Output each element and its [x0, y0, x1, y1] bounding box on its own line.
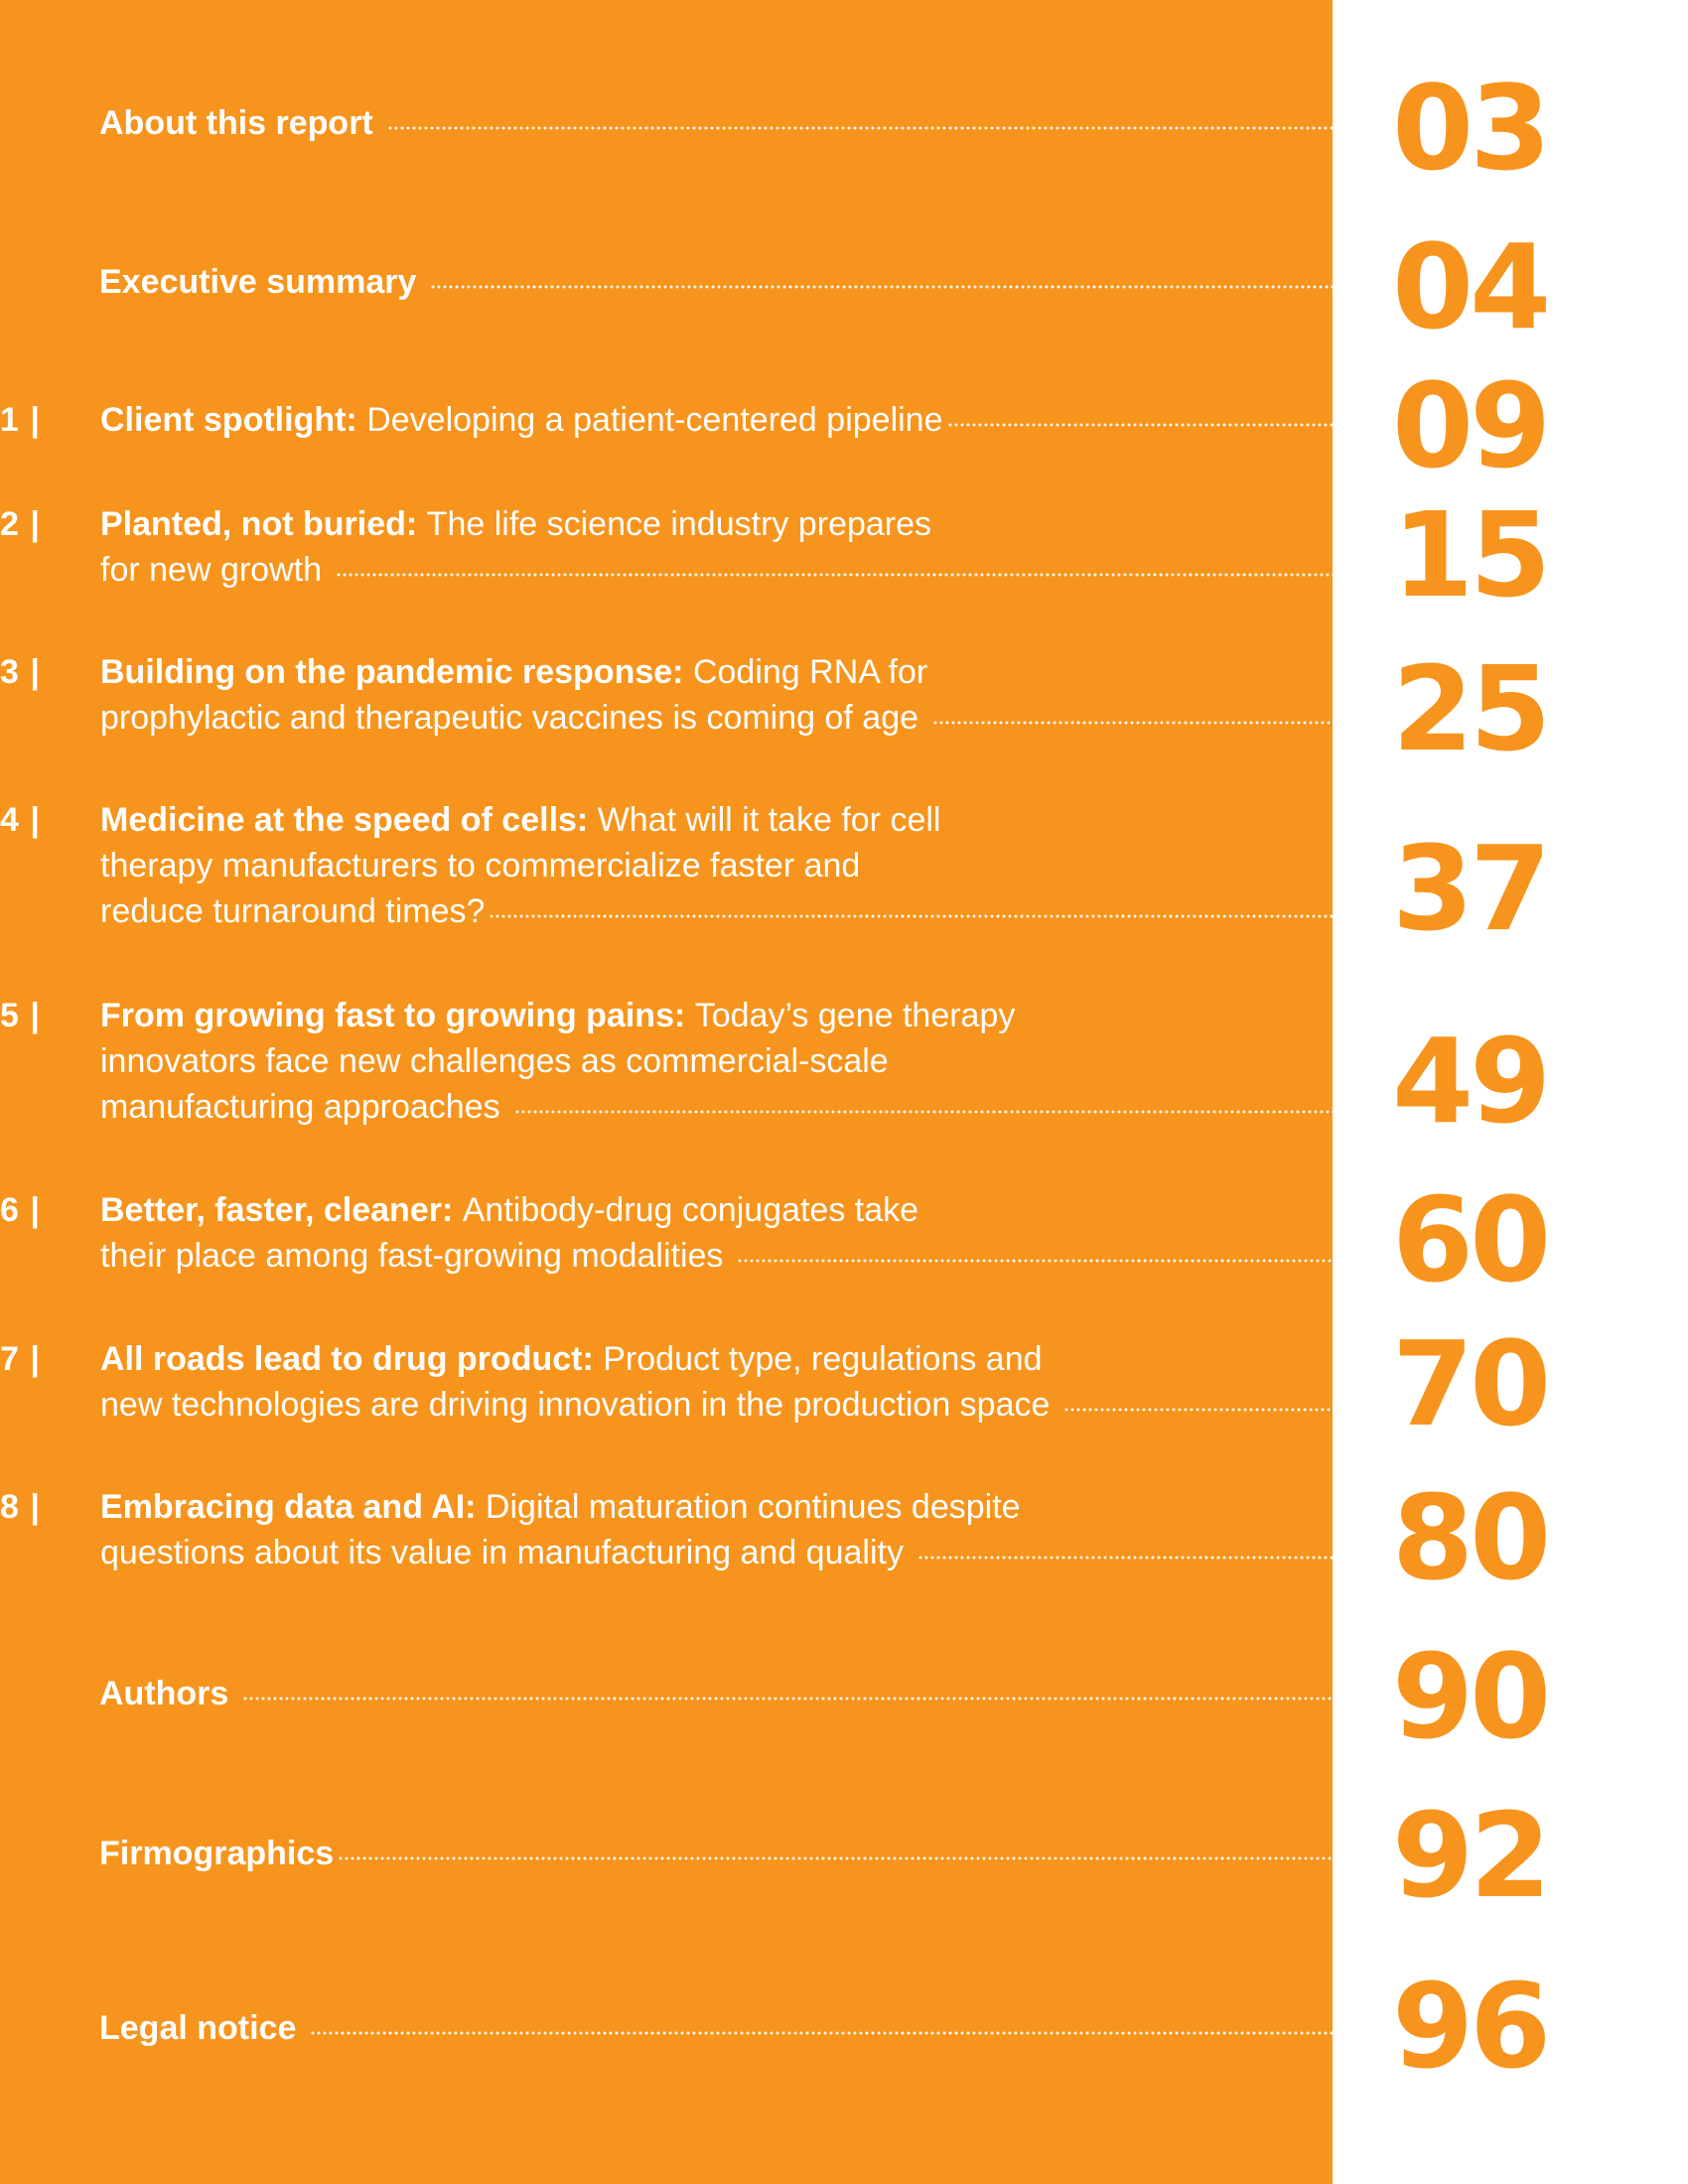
toc-line — [0, 846, 1333, 886]
toc-line — [0, 1041, 1333, 1081]
toc-line — [0, 1087, 1333, 1127]
toc-page-number: 25 — [1392, 640, 1548, 777]
toc-line — [0, 1533, 1333, 1572]
dot-leader — [310, 2030, 1333, 2036]
toc-entry-title: Digital maturation continues despite — [485, 1488, 1021, 1526]
toc-line — [0, 400, 1333, 440]
chapter-number: 3 | — [0, 653, 41, 691]
toc-entry-title: manufacturing approaches — [100, 1088, 500, 1126]
toc-line — [0, 2008, 1333, 2048]
dot-leader — [336, 572, 1333, 578]
chapter-number: 6 | — [0, 1191, 41, 1229]
toc-entry-title: What will it take for cell — [597, 801, 941, 839]
dot-leader — [430, 284, 1333, 290]
toc-entry-title: questions about its value in manufacturing and quality — [100, 1534, 904, 1571]
toc-page-number: 09 — [1392, 357, 1548, 494]
toc-entry-label: Client spotlight: — [100, 401, 357, 439]
toc-line — [0, 262, 1333, 302]
toc-entry-title: their place among fast-growing modalities — [100, 1237, 724, 1275]
toc-entry-title: Antibody-drug conjugates take — [462, 1191, 919, 1229]
dot-leader — [947, 422, 1334, 428]
toc-entry-title: Product type, regulations and — [603, 1340, 1043, 1378]
toc-line — [0, 1339, 1333, 1379]
dot-leader — [917, 1555, 1333, 1561]
toc-entry-title: therapy manufacturers to commercialize faster and — [100, 847, 861, 885]
dot-leader — [932, 720, 1333, 726]
toc-entry-label: About this report — [99, 104, 373, 142]
toc-entry-label: Firmographics — [99, 1835, 335, 1872]
toc-line — [0, 800, 1333, 840]
toc-page-number: 90 — [1392, 1628, 1548, 1765]
chapter-number: 8 | — [0, 1488, 41, 1526]
dot-leader — [338, 1855, 1333, 1861]
toc-line — [0, 996, 1333, 1035]
toc-entry-title: innovators face new challenges as commercial-scale — [100, 1042, 889, 1080]
toc-page-number: 60 — [1392, 1171, 1548, 1308]
toc-page-number: 70 — [1392, 1315, 1548, 1452]
toc-entry-label: Medicine at the speed of cells: — [100, 801, 589, 839]
toc-line — [0, 891, 1333, 931]
toc-entry-title: new technologies are driving innovation in the production space — [100, 1386, 1051, 1424]
toc-line — [0, 1385, 1333, 1425]
toc-line — [0, 1674, 1333, 1713]
chapter-number: 2 | — [0, 505, 41, 543]
toc-entry-label: Better, faster, cleaner: — [100, 1191, 454, 1229]
chapter-number: 5 | — [0, 997, 41, 1034]
dot-leader — [514, 1109, 1333, 1115]
toc-line — [0, 698, 1333, 738]
toc-entry-label: From growing fast to growing pains: — [100, 997, 686, 1034]
dot-leader — [1063, 1407, 1333, 1413]
dot-leader — [489, 913, 1333, 919]
dot-leader — [387, 125, 1333, 131]
toc-entry-label: Executive summary — [99, 263, 417, 301]
toc-line — [0, 1190, 1333, 1230]
toc-line — [0, 550, 1333, 590]
toc-page-number: 80 — [1392, 1469, 1548, 1606]
toc-page-number: 03 — [1392, 60, 1548, 197]
toc-entry-label: Authors — [99, 1675, 229, 1712]
toc-page-number: 49 — [1392, 1013, 1548, 1150]
toc-entry-label: Legal notice — [99, 2009, 297, 2047]
chapter-number: 7 | — [0, 1340, 41, 1378]
toc-entry-title: Developing a patient-centered pipeline — [366, 401, 943, 439]
toc-entry-title: reduce turnaround times? — [100, 892, 486, 930]
dot-leader — [242, 1696, 1333, 1702]
toc-page-number: 37 — [1392, 820, 1548, 957]
toc-line — [0, 1487, 1333, 1527]
toc-page-number: 04 — [1392, 218, 1548, 355]
toc-entry-title: prophylactic and therapeutic vaccines is coming of age — [100, 699, 919, 737]
toc-line — [0, 103, 1333, 143]
toc-page-number: 92 — [1392, 1787, 1548, 1924]
toc-page-number: 15 — [1392, 486, 1548, 623]
toc-line — [0, 504, 1333, 544]
toc-entry-label: Planted, not buried: — [100, 505, 418, 543]
dot-leader — [737, 1258, 1333, 1264]
toc-entry-title: Coding RNA for — [692, 653, 928, 691]
toc-page-number: 96 — [1392, 1958, 1548, 2095]
toc-entry-label: Embracing data and AI: — [100, 1488, 477, 1526]
toc-entry-title: for new growth — [100, 551, 322, 589]
toc-line — [0, 1236, 1333, 1276]
toc-entry-title: The life science industry prepares — [426, 505, 932, 543]
chapter-number: 4 | — [0, 801, 41, 839]
toc-line — [0, 1834, 1333, 1873]
chapter-number: 1 | — [0, 401, 41, 439]
toc-entry-label: All roads lead to drug product: — [100, 1340, 594, 1378]
toc-entry-label: Building on the pandemic response: — [100, 653, 684, 691]
toc-line — [0, 652, 1333, 692]
toc-entry-title: Today’s gene therapy — [694, 997, 1016, 1034]
